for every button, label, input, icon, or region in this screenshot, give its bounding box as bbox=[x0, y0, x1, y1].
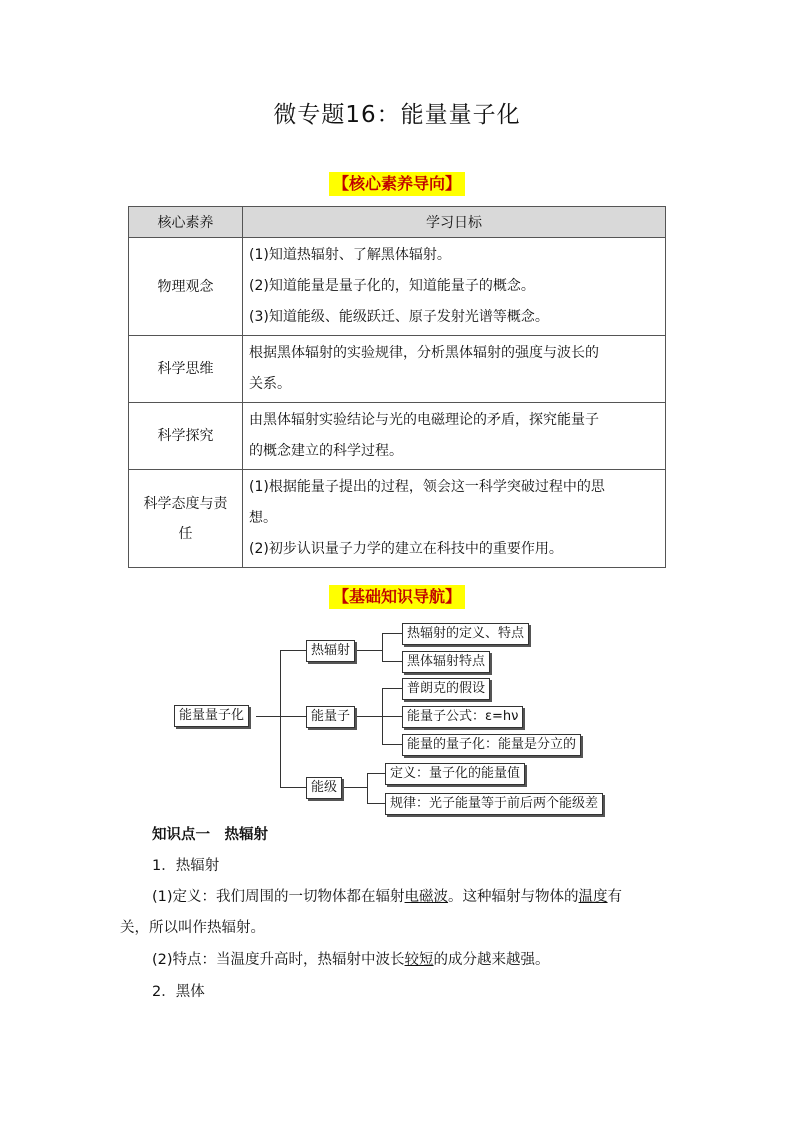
text-span: (1)定义：我们周围的一切物体都在辐射 bbox=[152, 889, 405, 905]
definition-line bbox=[152, 887, 622, 907]
mindmap-leaf: 能量的量子化：能量是分立的 bbox=[402, 734, 581, 756]
connector bbox=[367, 773, 385, 774]
desc-line: (2)初步认识量子力学的建立在科技中的重要作用。 bbox=[249, 541, 563, 557]
underlined-answer: 温度 bbox=[578, 889, 608, 905]
desc-line: (2)知道能量是量子化的，知道能量子的概念。 bbox=[249, 278, 535, 294]
text-span: 的成分越来越强。 bbox=[433, 952, 550, 968]
desc-line: 根据黑体辐射的实验规律，分析黑体辐射的强度与波长的 bbox=[249, 345, 599, 361]
mindmap-leaf: 普朗克的假设 bbox=[402, 678, 490, 700]
desc-line: (3)知道能级、能级跃迁、原子发射光谱等概念。 bbox=[249, 309, 549, 325]
item-heading: 1．热辐射 bbox=[152, 858, 220, 874]
category-line: 科学态度与责 bbox=[143, 495, 228, 512]
table-header-row bbox=[129, 207, 666, 238]
section-banner-core bbox=[0, 172, 794, 196]
row-category: 科学探究 bbox=[129, 403, 243, 470]
desc-line: (1)知道热辐射、了解黑体辐射。 bbox=[249, 247, 451, 263]
desc-line: (1)根据能量子提出的过程，领会这一科学突破过程中的思 bbox=[249, 479, 605, 495]
table-row bbox=[129, 470, 666, 568]
text-span: 。这种辐射与物体的 bbox=[448, 889, 579, 905]
row-category: 物理观念 bbox=[129, 238, 243, 336]
knowledge-heading: 知识点一 热辐射 bbox=[152, 827, 268, 843]
row-description bbox=[243, 336, 666, 403]
mindmap-leaf: 黑体辐射特点 bbox=[402, 651, 490, 673]
mindmap-leaf: 热辐射的定义、特点 bbox=[402, 623, 529, 645]
mindmap-branch: 能量子 bbox=[306, 706, 355, 728]
definition-line-2: 关，所以叫作热辐射。 bbox=[120, 920, 265, 936]
underlined-answer: 电磁波 bbox=[404, 889, 449, 905]
desc-line: 由黑体辐射实验结论与光的电磁理论的矛盾，探究能量子 bbox=[249, 412, 599, 428]
desc-line: 想。 bbox=[249, 510, 277, 526]
connector bbox=[382, 744, 402, 745]
section-banner-basics bbox=[0, 585, 794, 609]
mindmap-root: 能量量子化 bbox=[174, 705, 249, 727]
mindmap-leaf: 规律：光子能量等于前后两个能级差 bbox=[385, 793, 603, 815]
connector bbox=[367, 803, 385, 804]
connector bbox=[357, 650, 382, 651]
connector bbox=[357, 716, 382, 717]
connector bbox=[367, 773, 368, 803]
row-category bbox=[129, 470, 243, 568]
connector bbox=[382, 688, 402, 689]
table-row bbox=[129, 238, 666, 336]
connector bbox=[280, 650, 306, 651]
row-description bbox=[243, 238, 666, 336]
header-goals: 学习日标 bbox=[243, 207, 666, 238]
goals-table bbox=[128, 206, 666, 568]
section-banner-basics-label: 【基础知识导航】 bbox=[329, 585, 465, 609]
mindmap-branch: 热辐射 bbox=[306, 640, 355, 662]
row-description bbox=[243, 470, 666, 568]
desc-line: 关系。 bbox=[249, 376, 291, 392]
mindmap-branch: 能级 bbox=[306, 777, 342, 799]
connector bbox=[256, 716, 280, 717]
text-span: (2)特点：当温度升高时，热辐射中波长 bbox=[152, 952, 405, 968]
connector bbox=[382, 716, 402, 717]
category-line: 任 bbox=[178, 525, 193, 542]
feature-line bbox=[152, 950, 550, 970]
table-row bbox=[129, 403, 666, 470]
desc-line: 的概念建立的科学过程。 bbox=[249, 443, 403, 459]
connector bbox=[280, 716, 306, 717]
item-heading: 2．黑体 bbox=[152, 984, 205, 1000]
connector bbox=[342, 787, 367, 788]
section-banner-core-label: 【核心素养导向】 bbox=[329, 172, 465, 196]
underlined-answer: 较短 bbox=[404, 952, 434, 968]
row-description bbox=[243, 403, 666, 470]
connector bbox=[280, 650, 281, 788]
connector bbox=[382, 661, 402, 662]
mindmap-leaf: 能量子公式：ε=hν bbox=[402, 706, 523, 728]
page-title: 微专题16：能量量子化 bbox=[273, 102, 521, 128]
header-core: 核心素养 bbox=[129, 207, 243, 238]
connector bbox=[382, 633, 402, 634]
table-row bbox=[129, 336, 666, 403]
row-category: 科学思维 bbox=[129, 336, 243, 403]
mindmap-leaf: 定义：量子化的能量值 bbox=[385, 763, 525, 785]
text-span: 有 bbox=[607, 889, 623, 905]
connector bbox=[280, 787, 306, 788]
connector bbox=[382, 633, 383, 661]
